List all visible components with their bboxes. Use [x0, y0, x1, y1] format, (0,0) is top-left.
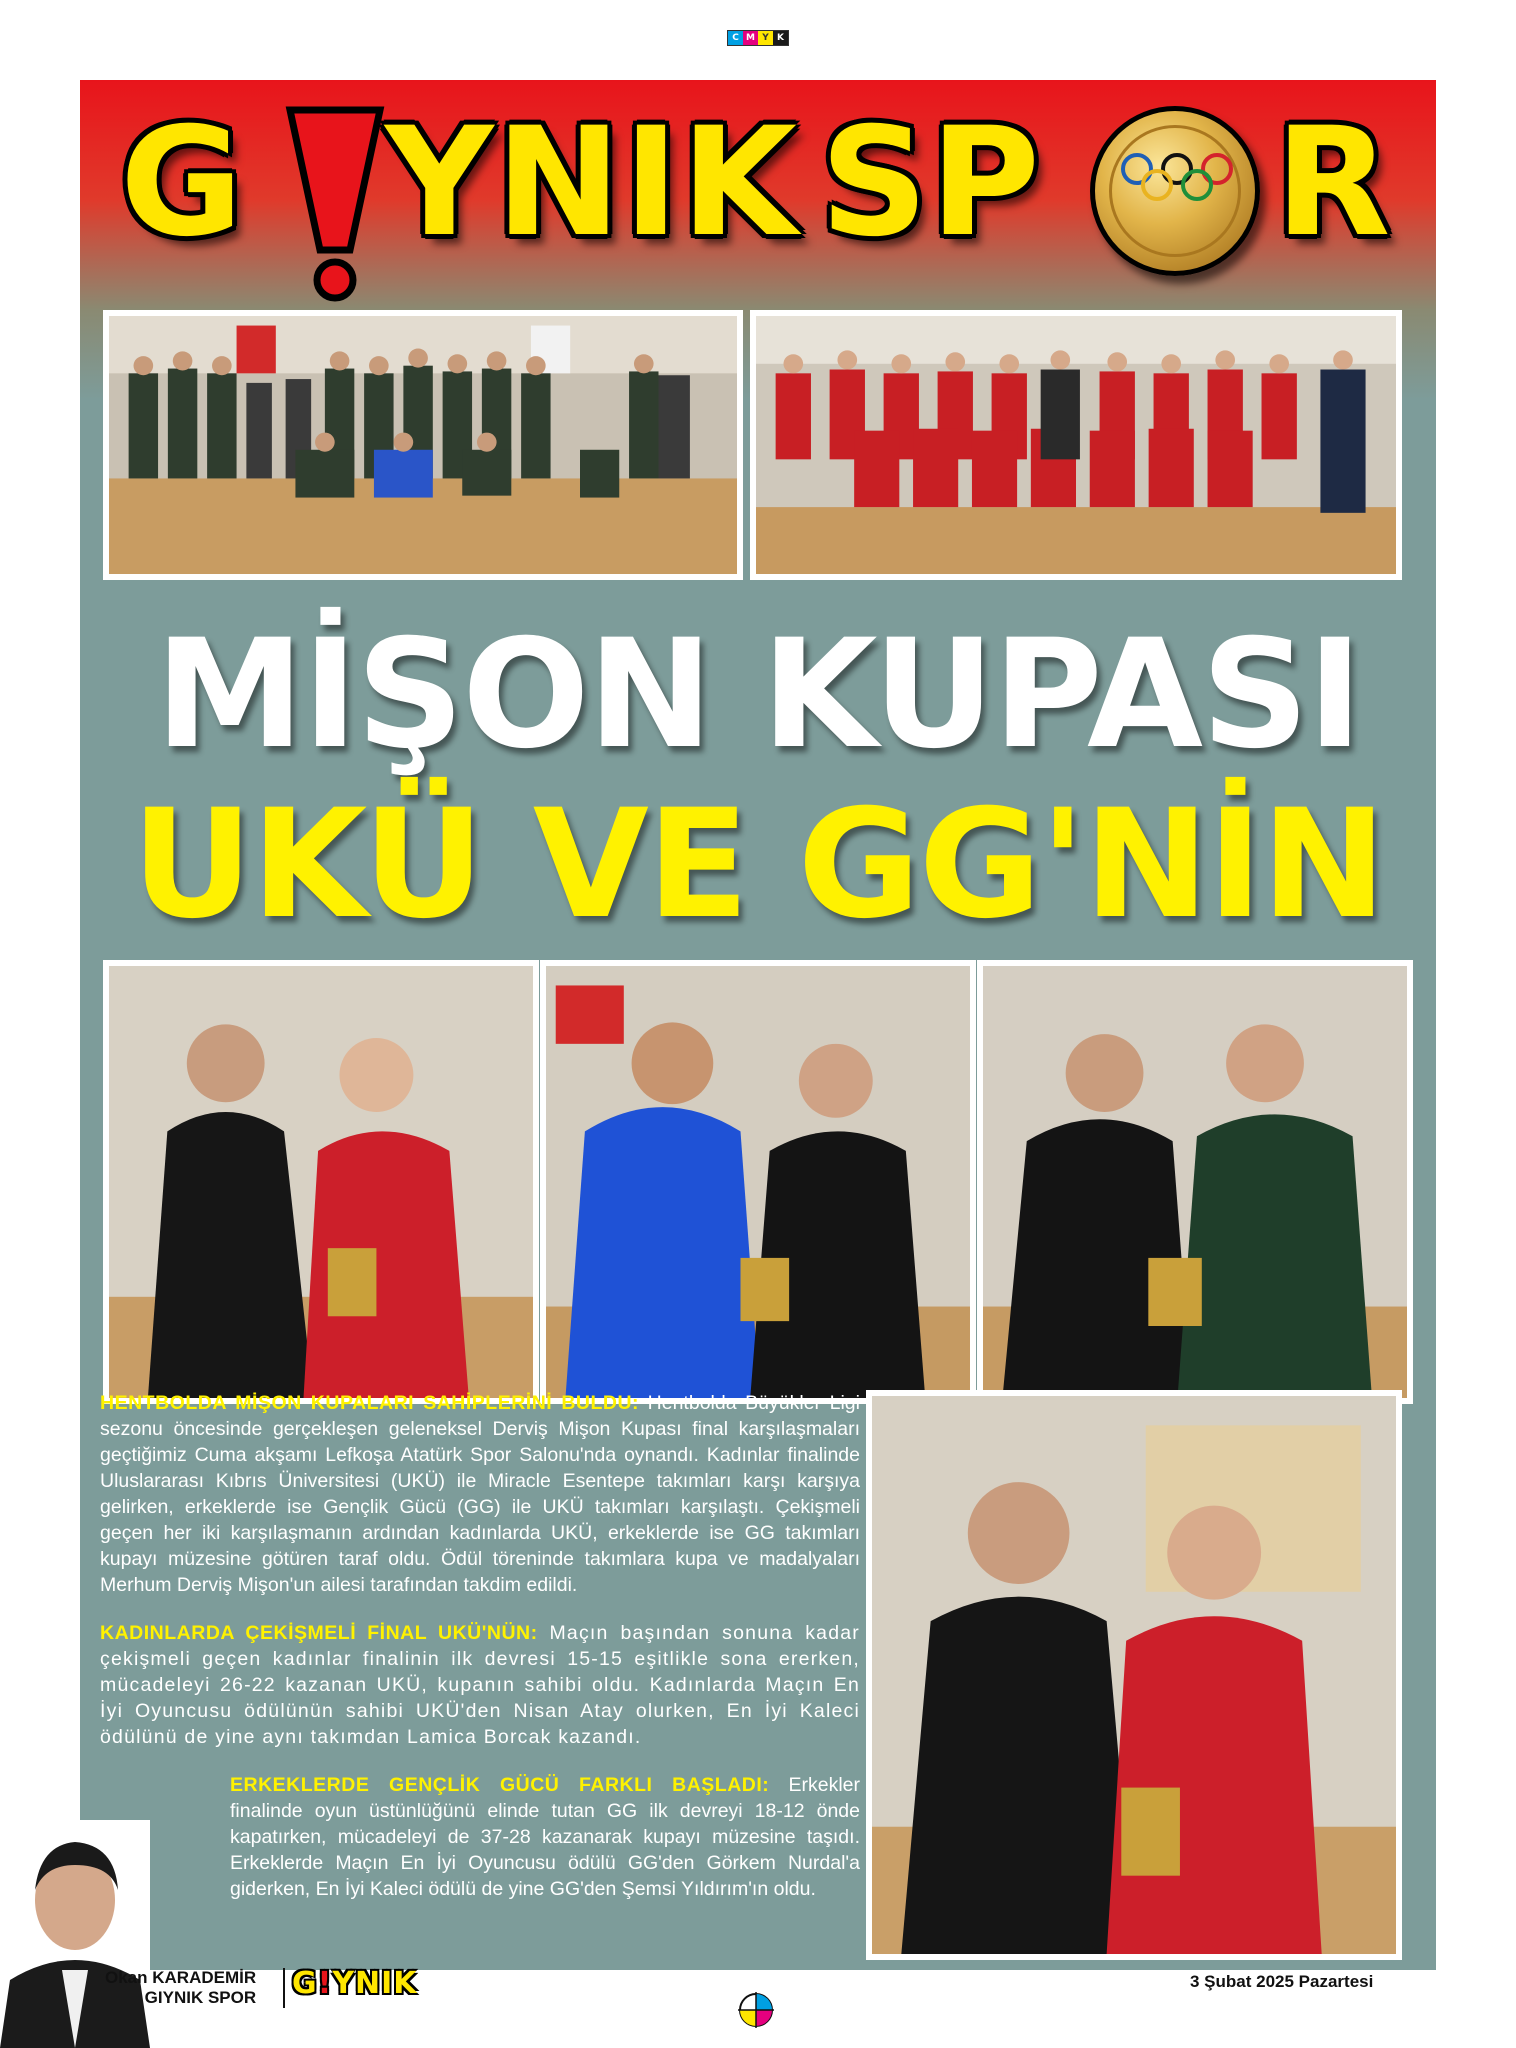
masthead [80, 80, 1436, 310]
author-name: Okan KARADEMİR [105, 1968, 257, 1987]
paragraph-2-lead: KADINLARDA ÇEKİŞMELİ FİNAL UKÜ'NÜN: [100, 1622, 538, 1644]
footer-logo-g: G [292, 1966, 318, 2001]
women-team-photo [750, 310, 1402, 580]
cmyk-y: Y [758, 31, 773, 45]
exclamation-icon [280, 100, 390, 305]
issue-date: 3 Şubat 2025 Pazartesi [1190, 1972, 1374, 1991]
masthead-word-ynik: YNIK [385, 96, 800, 270]
article-paragraph-2 [100, 1620, 860, 1750]
masthead-letter-g: G [120, 96, 246, 270]
award-photo-1 [103, 960, 539, 1404]
headline-line-1: MİŞON KUPASI [155, 608, 1361, 782]
article-paragraph-3 [100, 1772, 860, 1902]
paragraph-2-body: Maçın başından sonuna kadar çekişmeli geçen kadınlar finalinin ilk devresi 15-15 eşitlikle sona ererken, mücadeleyi 26-22 kazanan UKÜ, kupanın sahibi oldu. Kadınlarda Maçın En İyi Oyuncusu ödülünün sahibi UKÜ'den Nisan Atay olurken, En İyi Kaleci ödülünü de yine aynı takımdan Lamica Borcak kazandı. [100, 1622, 860, 1748]
olympic-medal-icon [1090, 106, 1260, 276]
registration-mark-icon [738, 1992, 774, 2028]
article-paragraph-1 [100, 1390, 860, 1598]
award-photo-3 [977, 960, 1413, 1404]
cmyk-m: M [743, 31, 758, 45]
footer-logo [292, 1966, 418, 2001]
sports-page [80, 80, 1436, 1970]
footer-divider [283, 1968, 285, 2008]
masthead-word-sp: SP [820, 96, 1042, 270]
footer-logo-exclamation-icon: ! [317, 1966, 333, 2001]
author-photo [0, 1820, 150, 2048]
paragraph-1-lead: HENTBOLDA MİŞON KUPALARI SAHİPLERİNİ BULDU: [100, 1392, 640, 1414]
award-photo-4 [866, 1390, 1402, 1960]
footer-logo-rest: YNIK [332, 1966, 418, 2001]
men-team-photo [103, 310, 743, 580]
paragraph-1-body: Hentbolda Büyükler Ligi sezonu öncesinde gerçekleşen geleneksel Derviş Mişon Kupası final karşılaşmaları geçtiğimiz Cuma akşamı Lefkoşa Atatürk Spor Salonu'nda oynandı. Kadınlar finalinde Uluslararası Kıbrıs Üniversitesi (UKÜ) ile Miracle Esentepe takımları karşı karşıya gelirken, erkeklerde ise Gençlik Gücü (GG) ile UKÜ takımları karşılaştı. Çekişmeli geçen her iki karşılaşmanın ardından kadınlarda UKÜ, erkeklerde ise GG takımları kupayı müzesine götüren taraf oldu. Ödül töreninde takımlara kupa ve madalyaları Merhum Derviş Mişon'un ailesi tarafından takdim edildi. [100, 1392, 860, 1596]
author-section: GIYNIK SPOR [144, 1988, 257, 2007]
paragraph-3-lead: ERKEKLERDE GENÇLİK GÜCÜ FARKLI BAŞLADI: [230, 1774, 770, 1796]
headline-line-2: UKÜ VE GG'NİN [131, 778, 1385, 952]
cmyk-k: K [773, 31, 788, 45]
author-credit [105, 1968, 256, 2008]
cmyk-color-bar [727, 30, 789, 46]
award-photo-2 [540, 960, 976, 1404]
paragraph-3-body: Erkekler finalinde oyun üstünlüğünü elinde tutan GG ilk devreyi 18-12 önde kapatırken, mücadeleyi de 37-28 kazanarak kupayı müzesine taşıdı. Erkeklerde Maçın En İyi Oyuncusu ödülü GG'den Görkem Nurdal'a giderken, En İyi Kaleci ödülü de yine GG'den Şemsi Yıldırım'ın oldu. [230, 1774, 860, 1900]
cmyk-c: C [728, 31, 743, 45]
masthead-letter-r: R [1275, 96, 1393, 270]
article-body [100, 1390, 860, 1924]
olympic-rings-icon [1107, 147, 1247, 207]
